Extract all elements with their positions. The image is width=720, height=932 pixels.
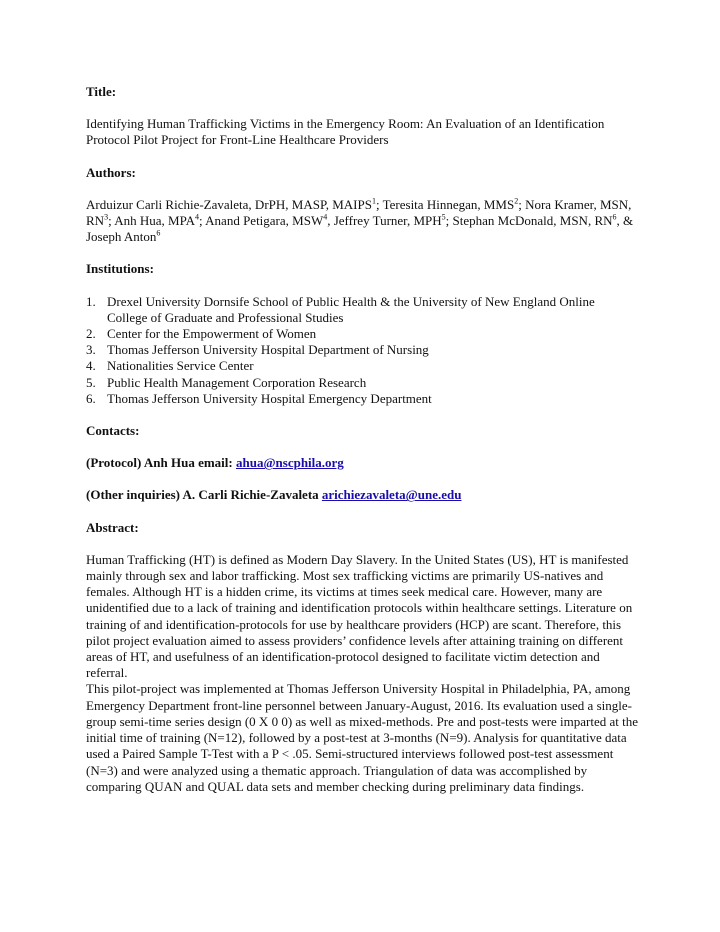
author: Teresita Hinnegan, MMS bbox=[382, 196, 515, 212]
author-separator: ; bbox=[445, 213, 453, 229]
author: Jeffrey Turner, MPH bbox=[333, 213, 442, 229]
list-number: 3. bbox=[86, 342, 96, 358]
author-affiliation: 3 bbox=[104, 212, 109, 222]
author-separator: ; bbox=[375, 196, 383, 212]
author: Stephan McDonald, MSN, RN bbox=[452, 213, 613, 229]
author-separator: ; bbox=[199, 213, 206, 229]
list-number: 4. bbox=[86, 358, 96, 374]
author-separator: ; bbox=[518, 196, 526, 212]
author-affiliation: 5 bbox=[441, 212, 446, 222]
institution-name: Nationalities Service Center bbox=[107, 358, 254, 374]
paper-title: Identifying Human Trafficking Victims in the Emergency Room: An Evaluation of an Identification Protocol Pilot Project for Front-Line Healthcare Providers bbox=[86, 116, 605, 148]
other-contact bbox=[86, 487, 638, 503]
institution-name: Drexel University Dornsife School of Public Health & the University of New England Online College of Graduate and Professional Studies bbox=[107, 293, 595, 325]
list-number: 1. bbox=[86, 293, 96, 309]
list-item bbox=[86, 358, 638, 374]
author: Joseph Anton bbox=[86, 229, 157, 245]
author-affiliation: 2 bbox=[514, 196, 519, 206]
institution-name: Thomas Jefferson University Hospital Department of Nursing bbox=[107, 342, 429, 358]
title-heading: Title: bbox=[86, 84, 117, 99]
list-item bbox=[86, 326, 638, 342]
other-contact-label: (Other inquiries) A. Carli Richie-Zavaleta bbox=[86, 487, 322, 503]
document-page bbox=[86, 84, 638, 795]
institution-name: Center for the Empowerment of Women bbox=[107, 326, 317, 342]
author-affiliation: 6 bbox=[156, 228, 161, 238]
list-item bbox=[86, 375, 638, 391]
author-affiliation: 4 bbox=[323, 212, 328, 222]
list-number: 6. bbox=[86, 390, 96, 406]
list-item bbox=[86, 342, 638, 358]
author: Arduizur Carli Richie-Zavaleta, DrPH, MASP, MAIPS bbox=[86, 196, 372, 212]
list-item bbox=[86, 294, 638, 326]
institutions-list bbox=[86, 294, 638, 407]
authors-list bbox=[86, 197, 638, 246]
author-separator: , & bbox=[616, 213, 634, 229]
author: Anh Hua, MPA bbox=[114, 213, 195, 229]
author: Anand Petigara, MSW bbox=[205, 213, 324, 229]
list-number: 2. bbox=[86, 326, 96, 342]
list-item bbox=[86, 391, 638, 407]
protocol-contact bbox=[86, 455, 638, 471]
other-email-link[interactable]: arichiezavaleta@une.edu bbox=[321, 487, 462, 503]
authors-heading: Authors: bbox=[86, 164, 136, 180]
institution-name: Public Health Management Corporation Research bbox=[107, 374, 367, 390]
author-separator: , bbox=[327, 213, 334, 229]
protocol-email-link[interactable]: ahua@nscphila.org bbox=[235, 455, 344, 471]
list-number: 5. bbox=[86, 374, 96, 390]
institutions-heading: Institutions: bbox=[86, 261, 154, 277]
abstract-paragraph: This pilot-project was implemented at Thomas Jefferson University Hospital in Philadelphia, PA, among Emergency Department front-line personnel between January-August, 2016. Its evaluation used a single-group semi-time series design (0 X 0 0) as well as mixed-methods. Pre and post-tests were imparted at the initial time of training (N=12), followed by a post-test at 3-months (N=9). Analysis for quantitative data used a Paired Sample T-Test with a P < .05. Semi-structured interviews followed post-test assessment (N=3) and were analyzed using a thematic approach. Triangulation of data was accomplished by comparing QUAN and QUAL data sets and member checking during preliminary data findings. bbox=[86, 681, 639, 794]
author-affiliation: 4 bbox=[195, 212, 199, 222]
protocol-contact-label: (Protocol) Anh Hua email: bbox=[86, 455, 236, 471]
contacts-heading: Contacts: bbox=[86, 423, 140, 439]
abstract-heading: Abstract: bbox=[86, 519, 139, 535]
author-affiliation: 1 bbox=[371, 196, 376, 206]
author: Nora Kramer, MSN, RN bbox=[86, 196, 632, 229]
author-separator: ; bbox=[108, 213, 115, 229]
abstract-body bbox=[86, 552, 638, 795]
abstract-paragraph: Human Trafficking (HT) is defined as Modern Day Slavery. In the United States (US), HT is manifested mainly through sex and labor trafficking. Most sex trafficking victims are primarily US-natives and females. Although HT is a hidden crime, its victims at times seek medical care. However, many are unidentified due to a lack of training and identification protocols within healthcare settings. Literature on training of and identification-protocols for use by healthcare providers (HCP) are scant. Therefore, this pilot project evaluation aimed to assess providers’ confidence levels after attaining training on different areas of HT, and usefulness of an identification-protocol designed to facilitate victim detection and referral. bbox=[86, 551, 633, 681]
author-affiliation: 6 bbox=[612, 212, 617, 222]
institution-name: Thomas Jefferson University Hospital Emergency Department bbox=[107, 390, 432, 406]
